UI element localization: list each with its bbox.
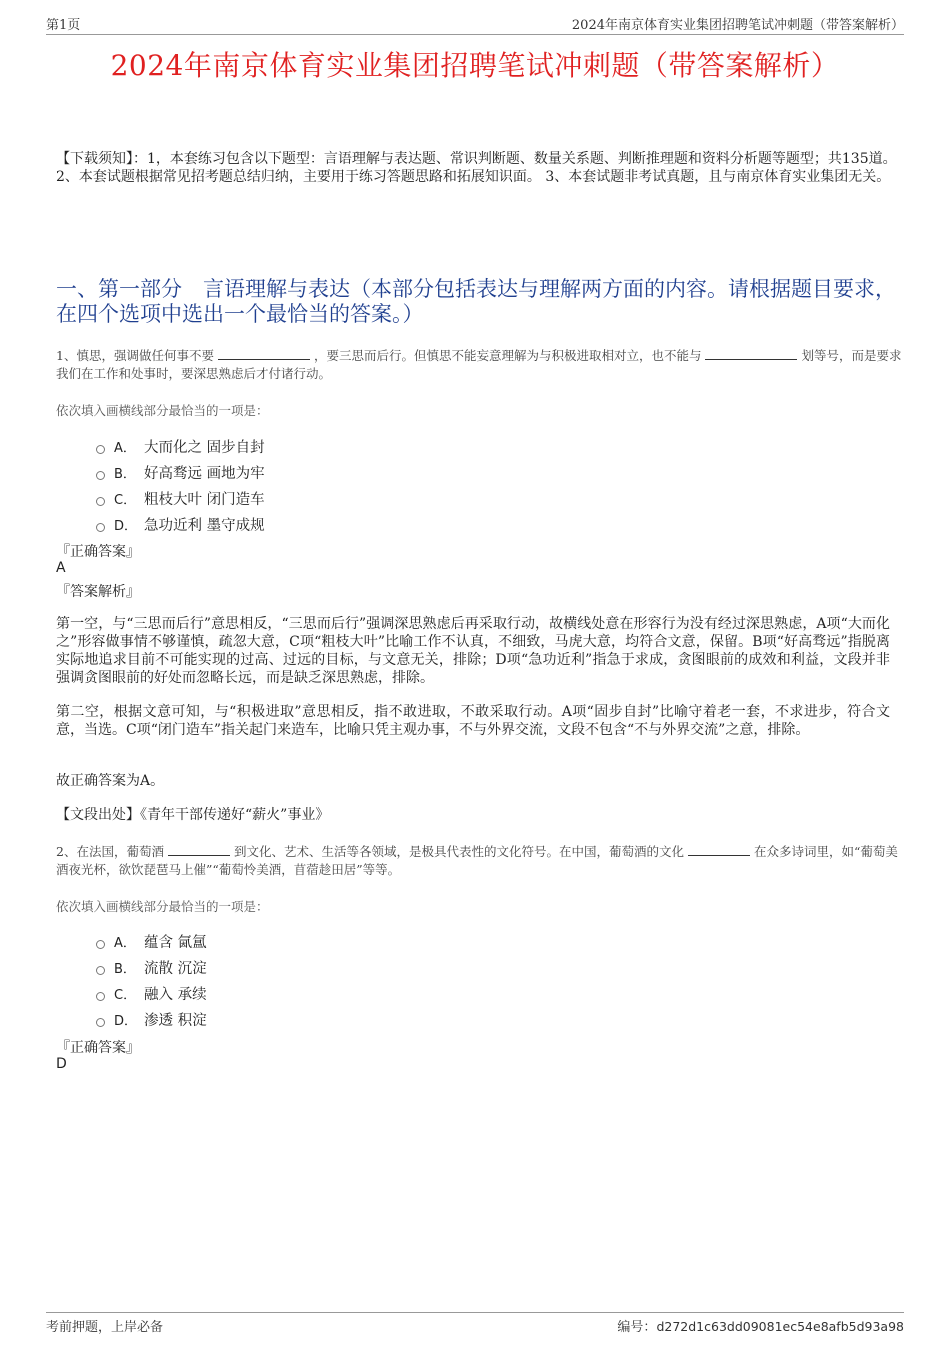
question-2-stem-part: 在众多诗词里，如“葡萄美酒夜光杯，欲饮琵琶马上催”“葡萄怜美酒，苜蓿趁田居”等等。	[56, 844, 898, 877]
question-1-conclusion: 故正确答案为A。	[56, 773, 165, 789]
question-1-answer: A	[56, 560, 66, 576]
question-1-source: 【文段出处】《青年干部传递好“薪火”事业》	[56, 807, 330, 823]
radio-icon[interactable]	[96, 497, 105, 506]
footer-code-value: d272d1c63dd09081ec54e8afb5d93a98	[656, 1319, 904, 1334]
option-text: 融入 承续	[144, 986, 207, 1003]
question-1-prompt: 依次填入画横线部分最恰当的一项是：	[56, 403, 269, 418]
question-1-stem-part: 划等号，而是要求我们在工作和处事时，要深思熟虑后才付诸行动。	[56, 348, 902, 381]
question-2-answer-label: 『正确答案』	[56, 1040, 140, 1056]
section-heading: 一、第一部分 言语理解与表达（本部分包括表达与理解两方面的内容。请根据题目要求，在四个选项中选出一个最恰当的答案。）	[56, 277, 896, 326]
page-footer	[46, 1312, 904, 1335]
radio-icon[interactable]	[96, 445, 105, 454]
radio-icon[interactable]	[96, 940, 105, 949]
radio-icon[interactable]	[96, 992, 105, 1001]
fill-blank	[688, 843, 750, 856]
radio-icon[interactable]	[96, 1018, 105, 1027]
radio-icon[interactable]	[96, 471, 105, 480]
question-2-option-c[interactable]	[96, 980, 496, 1006]
question-1-answer-label: 『正确答案』	[56, 544, 140, 560]
option-letter: C．	[114, 492, 137, 508]
document-title: 2024年南京体育实业集团招聘笔试冲刺题（带答案解析）	[110, 49, 840, 82]
question-2-option-d[interactable]	[96, 1006, 496, 1032]
option-letter: B．	[114, 961, 136, 977]
question-1-analysis-label: 『答案解析』	[56, 584, 140, 600]
option-text: 急功近利 墨守成规	[144, 517, 265, 534]
header-doc-name: 2024年南京体育实业集团招聘笔试冲刺题（带答案解析）	[571, 18, 904, 33]
question-1-stem	[56, 347, 902, 383]
option-letter: D．	[114, 1013, 138, 1029]
option-text: 蕴含 氤氲	[144, 934, 207, 951]
footer-slogan: 考前押题，上岸必备	[46, 1320, 164, 1335]
question-2-stem-part: 到文化、艺术、生活等各领域，是极具代表性的文化符号。在中国，葡萄酒的文化	[233, 844, 684, 859]
question-1-option-d[interactable]	[96, 511, 496, 537]
question-2-stem-part: 2、在法国，葡萄酒	[56, 844, 164, 859]
question-1-option-a[interactable]	[96, 433, 496, 459]
fill-blank	[168, 843, 230, 856]
download-notice: 【下载须知】：1，本套练习包含以下题型：言语理解与表达题、常识判断题、数量关系题、判断推理题和资料分析题等题型；共135道。 2、本套试题根据常见招考题总结归纳，主要用于练习答题思路和拓展知识面。 3、本套试题非考试真题，且与南京体育实业集团无关。	[56, 151, 897, 185]
question-2-option-a[interactable]	[96, 928, 496, 954]
question-2-stem	[56, 843, 902, 879]
question-2-options	[96, 928, 496, 1032]
question-1-stem-part: ，要三思而后行。但慎思不能妄意理解为与积极进取相对立，也不能与	[313, 348, 702, 363]
option-letter: D．	[114, 518, 138, 534]
option-text: 大而化之 固步自封	[144, 439, 265, 456]
page-number: 第1页	[46, 18, 81, 33]
footer-code	[617, 1316, 904, 1335]
fill-blank	[705, 347, 797, 360]
option-text: 好高骛远 画地为牢	[144, 465, 265, 482]
radio-icon[interactable]	[96, 523, 105, 532]
question-1-option-c[interactable]	[96, 485, 496, 511]
question-1-option-b[interactable]	[96, 459, 496, 485]
option-letter: A．	[114, 935, 136, 951]
question-2-prompt: 依次填入画横线部分最恰当的一项是：	[56, 899, 269, 914]
option-text: 流散 沉淀	[144, 960, 207, 977]
option-letter: A．	[114, 440, 136, 456]
question-1-stem-part: 1、慎思，强调做任何事不要	[56, 348, 214, 363]
question-2-answer: D	[56, 1056, 67, 1072]
question-1-analysis-paragraph-1: 第一空，与“三思而后行”意思相反，“三思而后行”强调深思熟虑后再采取行动，故横线处意在形容行为没有经过深思熟虑，A项“大而化之”形容做事情不够谨慎，疏忽大意，C项“粗枝大叶”比喻工作不认真，不细致，马虎大意，均符合文意，保留。B项“好高骛远”指脱离实际地追求目前不可能实现的过高、过远的目标，与文意无关，排除；D项“急功近利”指急于求成，贪图眼前的成效和利益，文段并非强调贪图眼前的好处而忽略长远，而是缺乏深思熟虑，排除。	[56, 616, 890, 686]
question-1-options	[96, 433, 496, 537]
option-text: 渗透 积淀	[144, 1012, 207, 1029]
option-letter: C．	[114, 987, 137, 1003]
fill-blank	[218, 347, 310, 360]
page-header	[46, 14, 904, 35]
question-1-analysis-paragraph-2: 第二空，根据文意可知，与“积极进取”意思相反，指不敢进取，不敢采取行动。A项“固步自封”比喻守着老一套，不求进步，符合文意，当选。C项“闭门造车”指关起门来造车，比喻只凭主观办事，不与外界交流，文段不包含“不与外界交流”之意，排除。	[56, 704, 890, 738]
option-text: 粗枝大叶 闭门造车	[144, 491, 265, 508]
option-letter: B．	[114, 466, 136, 482]
footer-code-label: 编号：	[617, 1320, 657, 1335]
question-2-option-b[interactable]	[96, 954, 496, 980]
radio-icon[interactable]	[96, 966, 105, 975]
